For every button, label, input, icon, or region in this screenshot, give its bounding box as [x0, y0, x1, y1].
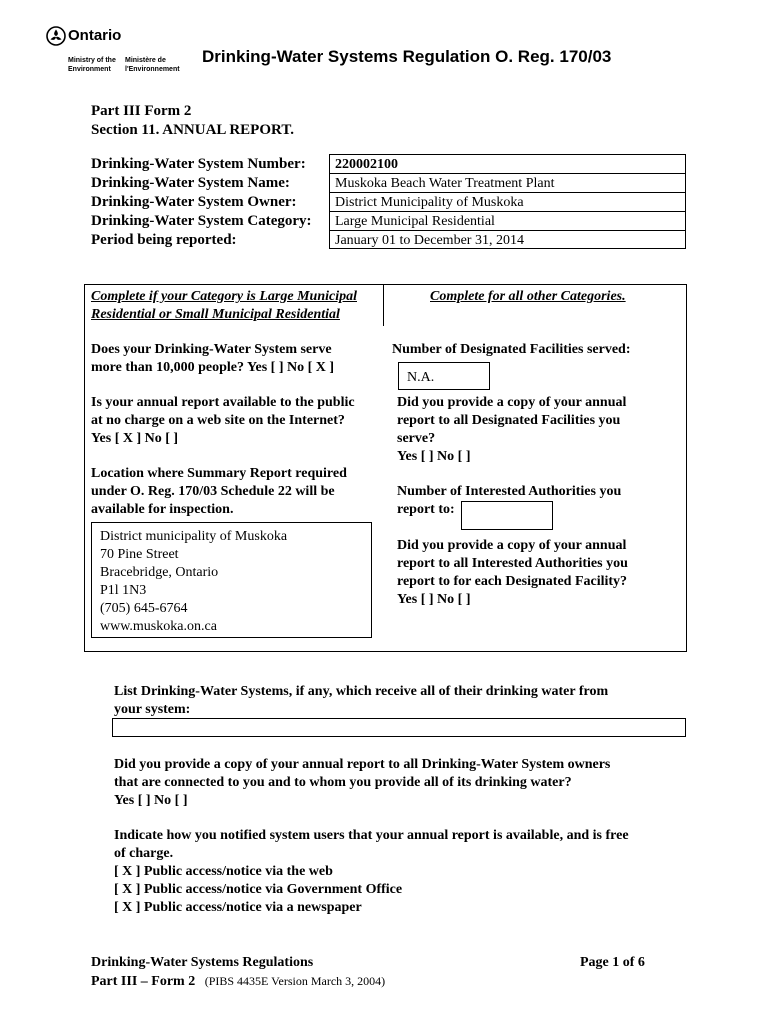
facilities-copy-question: Did you provide a copy of your annual report to all Designated Facilities you serve? Yes [ ] No [ ] [397, 395, 627, 464]
label-system-category: Drinking-Water System Category: [91, 213, 312, 229]
column-divider [383, 284, 384, 326]
footer-regulations: Drinking-Water Systems Regulations [91, 955, 314, 970]
authorities-copy-question: Did you provide a copy of your annual report to all Interested Authorities you report to for each Designated Facility? Yes [ ] No [ ] [397, 538, 628, 607]
population-question: Does your Drinking-Water System serve more than 10,000 people? Yes [ ] No [ X ] [91, 342, 335, 375]
notification-question: Indicate how you notified system users that your annual report is available, and is free of charge. [ X ] Public access/notice via the web [ X ] Public access/notice via Government Office [ X ] Public access/notice via a newspaper [114, 828, 629, 915]
right-column-heading: Complete for all other Categories. [430, 289, 626, 304]
logo-wordmark: Ontario [68, 27, 122, 44]
address-line: Bracebridge, Ontario [100, 565, 219, 580]
system-number-value[interactable]: 220002100 [330, 155, 685, 174]
interested-authorities-field[interactable] [461, 501, 553, 530]
regulation-title: Drinking-Water Systems Regulation O. Reg. 170/03 [202, 47, 612, 66]
address-line: P1l 1N3 [100, 583, 147, 598]
left-column-heading: Complete if your Category is Large Municipal Residential or Small Municipal Residential [91, 289, 357, 322]
period-value[interactable]: January 01 to December 31, 2014 [335, 233, 524, 248]
ontario-trillium-logo-icon [46, 26, 66, 46]
address-line: 70 Pine Street [100, 547, 179, 562]
form-part: Part III Form 2 [91, 103, 192, 119]
designated-facilities-label: Number of Designated Facilities served: [392, 342, 631, 357]
notification-option-government-office[interactable]: [ X ] Public access/notice via Government Office [114, 882, 403, 897]
footer-form-name: Part III – Form 2 [91, 974, 196, 989]
page-number: Page 1 of 6 [580, 955, 645, 970]
summary-location-address[interactable] [91, 522, 372, 638]
system-info-labels [91, 155, 312, 250]
address-line: (705) 645-6764 [100, 601, 188, 616]
footer-form-line [91, 972, 385, 991]
label-period: Period being reported: [91, 232, 237, 248]
system-category-value[interactable]: Large Municipal Residential [330, 212, 685, 231]
address-line: District municipality of Muskoka [100, 529, 288, 544]
notification-option-web[interactable]: [ X ] Public access/notice via the web [114, 864, 333, 879]
web-availability-question: Is your annual report available to the public at no charge on a web site on the Internet? Yes [ X ] No [ ] [91, 395, 355, 446]
owners-copy-question: Did you provide a copy of your annual report to all Drinking-Water System owners that are connected to you and to whom you provide all of its drinking water? Yes [ ] No [ ] [114, 757, 611, 808]
ministry-name-en: Ministry of the Environment [68, 57, 116, 73]
notification-option-newspaper[interactable]: [ X ] Public access/notice via a newspaper [114, 900, 362, 915]
address-line: www.muskoka.on.ca [100, 619, 217, 634]
system-name-value[interactable]: Muskoka Beach Water Treatment Plant [330, 174, 685, 193]
label-system-name: Drinking-Water System Name: [91, 175, 290, 191]
receiving-systems-field[interactable] [112, 718, 686, 737]
system-info-table [329, 154, 686, 249]
ministry-name-fr: Ministère de l'Environnement [125, 57, 180, 73]
interested-authorities-label: Number of Interested Authorities you report to: [397, 484, 622, 517]
label-system-owner: Drinking-Water System Owner: [91, 194, 297, 210]
designated-facilities-field[interactable]: N.A. [398, 362, 490, 390]
system-owner-value[interactable]: District Municipality of Muskoka [330, 193, 685, 212]
footer-version: (PIBS 4435E Version March 3, 2004) [204, 974, 386, 988]
summary-location-label: Location where Summary Report required under O. Reg. 170/03 Schedule 22 will be available for inspection. [91, 466, 347, 517]
label-system-number: Drinking-Water System Number: [91, 156, 306, 172]
form-section: Section 11. ANNUAL REPORT. [91, 122, 294, 138]
receiving-systems-label: List Drinking-Water Systems, if any, which receive all of their drinking water from your system: [114, 684, 609, 717]
